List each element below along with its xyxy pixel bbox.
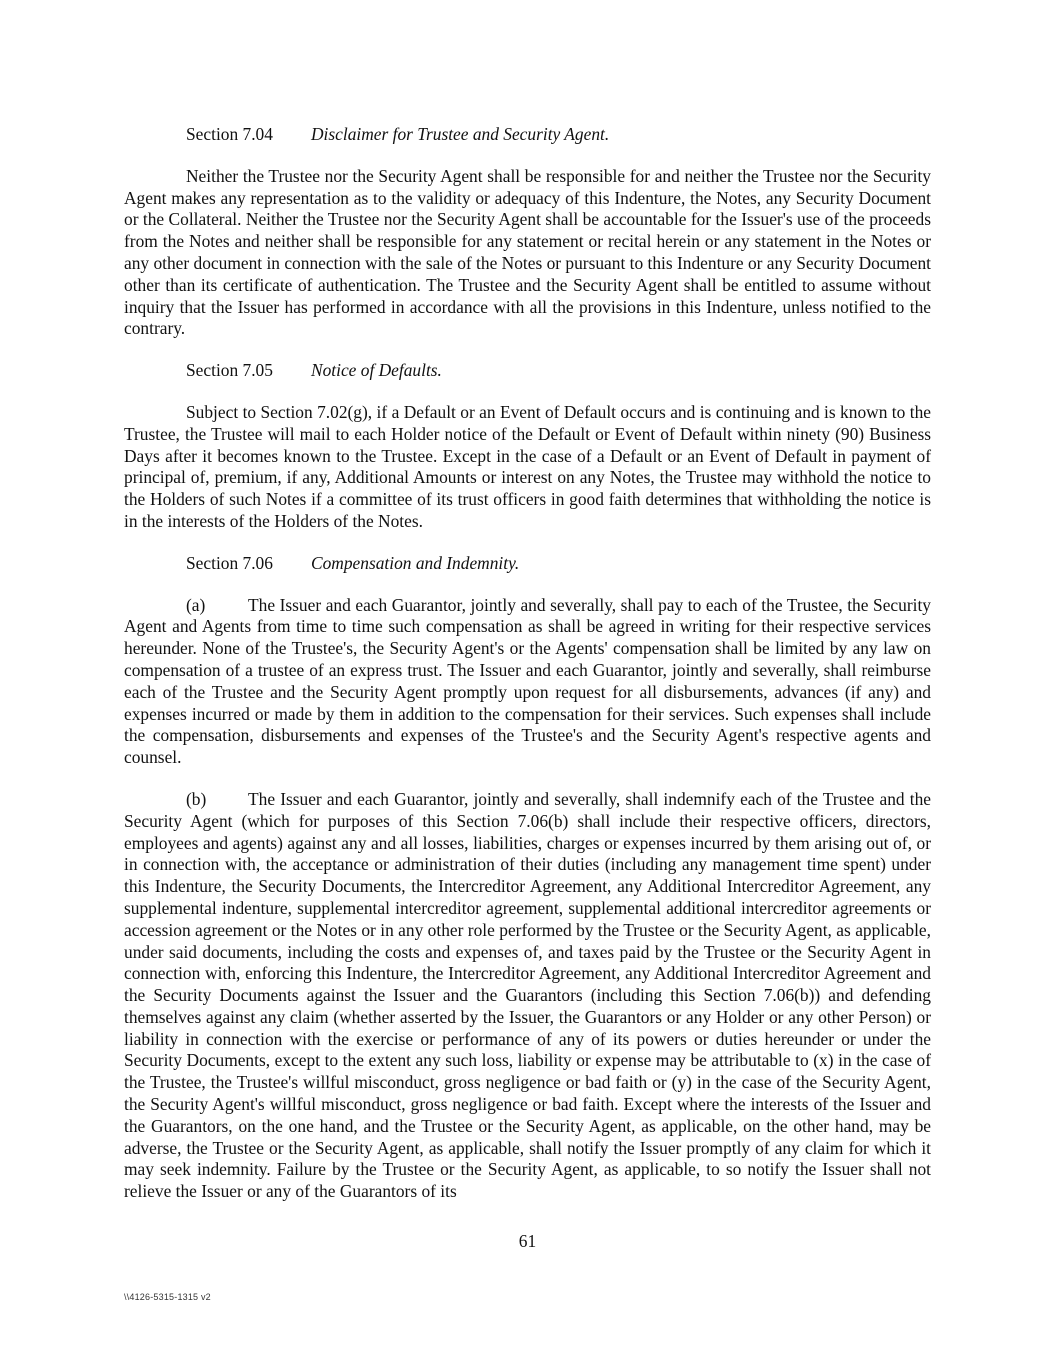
section-number: Section 7.04 [186, 124, 273, 144]
paragraph-label: (a) [186, 594, 206, 615]
section-title: Disclaimer for Trustee and Security Agent. [311, 124, 610, 144]
document-page [124, 124, 931, 1203]
section-heading-7-05 [124, 360, 931, 382]
page-number: 61 [518, 1231, 537, 1251]
section-heading-7-04 [124, 124, 931, 146]
section-title: Notice of Defaults. [311, 360, 442, 381]
section-number: Section 7.05 [186, 360, 273, 381]
section-heading-7-06 [124, 553, 931, 575]
paragraph-label: (b) [186, 788, 207, 809]
section-number: Section 7.06 [186, 552, 273, 573]
section-7-06-paragraph-a [124, 595, 931, 769]
section-7-06-paragraph-b [124, 789, 931, 1203]
paragraph-text: The Issuer and each Guarantor, jointly and severally, shall indemnify each of the Trustee and the Security Agent (which for purposes of this Section 7.06(b) shall include their respective officers, directors, employees and agents) against any and all losses, liabilities, charges or expenses incurred by them arising out of, or in connection with, the acceptance or administration of their duties (including any management time spent) under this Indenture, the Security Documents, the Intercreditor Agreement, any Additional Intercreditor Agreement, any supplemental indenture, supplemental intercreditor agreement, supplemental additional intercreditor agreements or accession agreement or the Notes or in any other role performed by the Trustee or the Security Agent, as applicable, under said documents, including the costs and expenses of, and taxes paid by the Trustee or the Security Agent in connection with, enforcing this Indenture, the Intercreditor Agreement, any Additional Intercreditor Agreement and the Security Documents against the Issuer and the Guarantors (including this Section 7.06(b)) and defending themselves against any claim (whether asserted by the Issuer, the Guarantors or any Holder or any other Person) or liability in connection with the exercise or performance of any of its powers or duties hereunder or under the Security Documents, except to the extent any such loss, liability or expense may be attributable to (x) in the case of the Trustee, the Trustee's willful misconduct, gross negligence or bad faith or (y) in the case of the Security Agent, the Security Agent's willful misconduct, gross negligence or bad faith. Except where the interests of the Issuer and the Guarantors, on the one hand, and the Trustee or the Security Agent, as applicable, on the other hand, may be adverse, the Trustee or the Security Agent, as applicable, shall notify the Issuer promptly of any claim for which it may seek indemnity. Failure by the Trustee or the Security Agent, as applicable, to so notify the Issuer shall not relieve the Issuer or any of the Guarantors of its [124, 788, 931, 1202]
section-7-05-paragraph: Subject to Section 7.02(g), if a Default or an Event of Default occurs and is continuing and is known to the Trustee, the Trustee will mail to each Holder notice of the Default or Event of Default within ninety (90) Business Days after it becomes known to the Trustee. Except in the case of a Default or an Event of Default in payment of principal of, premium, if any, Additional Amounts or interest on any Notes, the Trustee may withhold the notice to the Holders of such Notes if a committee of its trust officers in good faith determines that withholding the notice is in the interests of the Holders of the Notes. [124, 401, 931, 531]
section-7-04-paragraph: Neither the Trustee nor the Security Agent shall be responsible for and neither the Trustee nor the Security Agent makes any representation as to the validity or adequacy of this Indenture, the Notes, any Security Document or the Collateral. Neither the Trustee nor the Security Agent shall be accountable for the Issuer's use of the proceeds from the Notes and neither shall be responsible for any statement or recital herein or any statement in the Notes or any other document in connection with the sale of the Notes or pursuant to this Indenture or any Security Document other than its certificate of authentication. The Trustee and the Security Agent shall be entitled to assume without inquiry that the Issuer has performed in accordance with all the provisions in this Indenture, unless notified to the contrary. [124, 165, 932, 339]
paragraph-text: The Issuer and each Guarantor, jointly and severally, shall pay to each of the Trustee, the Security Agent and Agents from time to time such compensation as shall be agreed in writing for their respective services hereunder. None of the Trustee's, the Security Agent's or the Agents' compensation shall be limited by any law on compensation of a trustee of an express trust. The Issuer and each Guarantor, jointly and severally, shall reimburse each of the Trustee and the Security Agent promptly upon request for all disbursements, advances (if any) and expenses incurred or made by them in addition to the compensation for their services. Such expenses shall include the compensation, disbursements and expenses of the Trustee's and the Security Agent's respective agents and counsel. [124, 594, 931, 768]
document-code: \\4126-5315-1315 v2 [124, 1292, 211, 1302]
section-title: Compensation and Indemnity. [311, 552, 520, 573]
